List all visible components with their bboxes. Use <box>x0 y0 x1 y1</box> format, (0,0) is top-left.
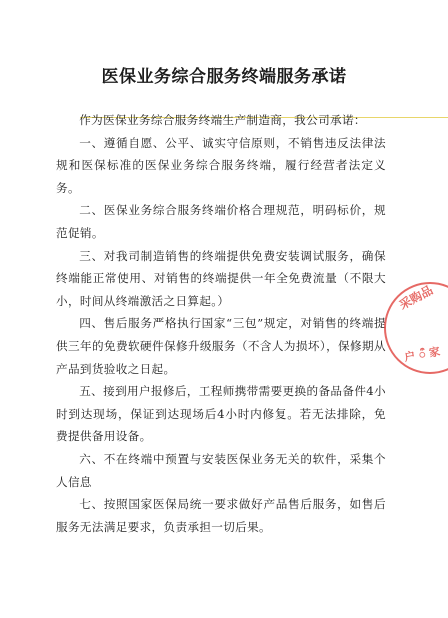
paragraph-7: 七、按照国家医保局统一要求做好产品售后服务，如售后服务无法满足要求，负责承担一切后果。 <box>56 497 386 534</box>
document-title: 医保业务综合服务终端服务承诺 <box>101 67 347 87</box>
paragraph-5: 五、接到用户报修后，工程师携带需要更换的备品备件4小时到达现场，保证到达现场后4小时内修复。若无法排除，免费提供备用设备。 <box>56 384 386 444</box>
paragraph-intro: 作为医保业务综合服务终端生产制造商，我公司承诺： <box>79 113 366 127</box>
document-body <box>56 109 386 538</box>
paragraph-6: 六、不在终端中预置与安装医保业务无关的软件，采集个人信息 <box>56 451 386 489</box>
seal-bottom-text: 户 ऀ 家 <box>403 344 442 365</box>
paragraph-1: 一、遵循自愿、公平、诚实守信原则，不销售违反法律法规和医保标准的医保业务综合服务终端，履行经营者法定义务。 <box>56 135 386 195</box>
paragraph-3: 三、对我司制造销售的终端提供免费安装调试服务，确保终端能正常使用、对销售的终端提供一年全免费流量（不限大小，时间从终端激活之日算起。） <box>56 248 386 308</box>
seal-top-text: 采购品 <box>396 282 436 313</box>
paragraph-2: 二、医保业务综合服务终端价格合理规范，明码标价，规范促销。 <box>56 203 386 240</box>
paragraph-4: 四、售后服务严格执行国家“三包”规定，对销售的终端提供三年的免费软硬件保修升级服务（不含人为损坏），保修期从产品到货验收之日起。 <box>56 316 386 376</box>
company-seal <box>384 282 448 374</box>
